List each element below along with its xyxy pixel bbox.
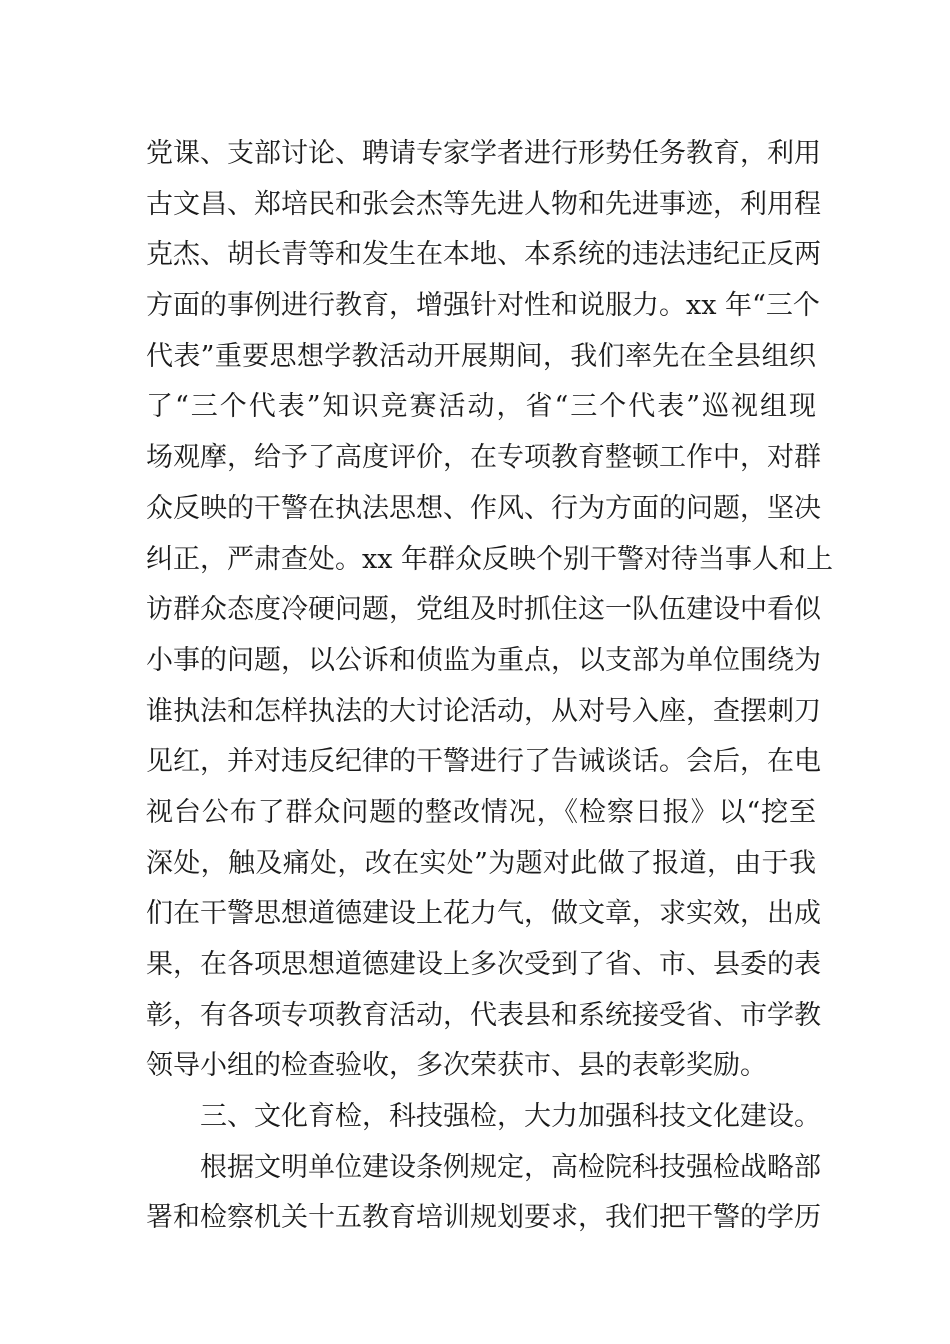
text-line: 视台公布了群众问题的整改情况，《检察日报》以“挖至: [146, 796, 816, 828]
text-line: 领导小组的检查验收，多次荣获市、县的表彰奖励。: [146, 1050, 767, 1082]
text-line: 小事的问题，以公诉和侦监为重点，以支部为单位围绕为: [146, 644, 821, 676]
text-line: 场观摩，给予了高度评价，在专项教育整顿工作中，对群: [146, 442, 821, 474]
paragraph: [146, 129, 834, 1092]
text-line: 代表”重要思想学教活动开展期间，我们率先在全县组织: [146, 340, 816, 372]
text-line: 根据文明单位建设条例规定，高检院科技强检战略部: [200, 1151, 821, 1183]
text-line: 党课、支部讨论、聘请专家学者进行形势任务教育，利用: [146, 138, 821, 169]
text-line: 纠正，严肃查处。xx 年群众反映个别干警对待当事人和上: [146, 543, 834, 575]
text-line: 见红，并对违反纪律的干警进行了告诫谈话。会后，在电: [146, 746, 821, 778]
text-line: 克杰、胡长青等和发生在本地、本系统的违法违纪正反两: [146, 239, 821, 271]
text-line: 们在干警思想道德建设上花力气，做文章，求实效，出成: [146, 898, 821, 930]
paragraph: [146, 1143, 821, 1244]
body-text: [146, 129, 834, 1244]
text-line: 了“三个代表”知识竞赛活动，省“三个代表”巡视组现: [146, 391, 816, 423]
text-line: 众反映的干警在执法思想、作风、行为方面的问题，坚决: [146, 492, 821, 524]
section-heading: 三、文化育检，科技强检，大力加强科技文化建设。: [200, 1101, 821, 1133]
text-line: 方面的事例进行教育，增强针对性和说服力。xx 年“三个: [146, 290, 820, 322]
text-line: 署和检察机关十五教育培训规划要求，我们把干警的学历: [146, 1202, 821, 1234]
text-line: 访群众态度冷硬问题，党组及时抓住这一队伍建设中看似: [146, 594, 821, 626]
text-line: 彰，有各项专项教育活动，代表县和系统接受省、市学教: [146, 999, 821, 1031]
text-line: 谁执法和怎样执法的大讨论活动，从对号入座，查摆刺刀: [146, 695, 821, 727]
text-line: 古文昌、郑培民和张会杰等先进人物和先进事迹，利用程: [146, 188, 821, 220]
text-line: 深处，触及痛处，改在实处”为题对此做了报道，由于我: [146, 847, 816, 879]
text-line: 果，在各项思想道德建设上多次受到了省、市、县委的表: [146, 949, 821, 980]
